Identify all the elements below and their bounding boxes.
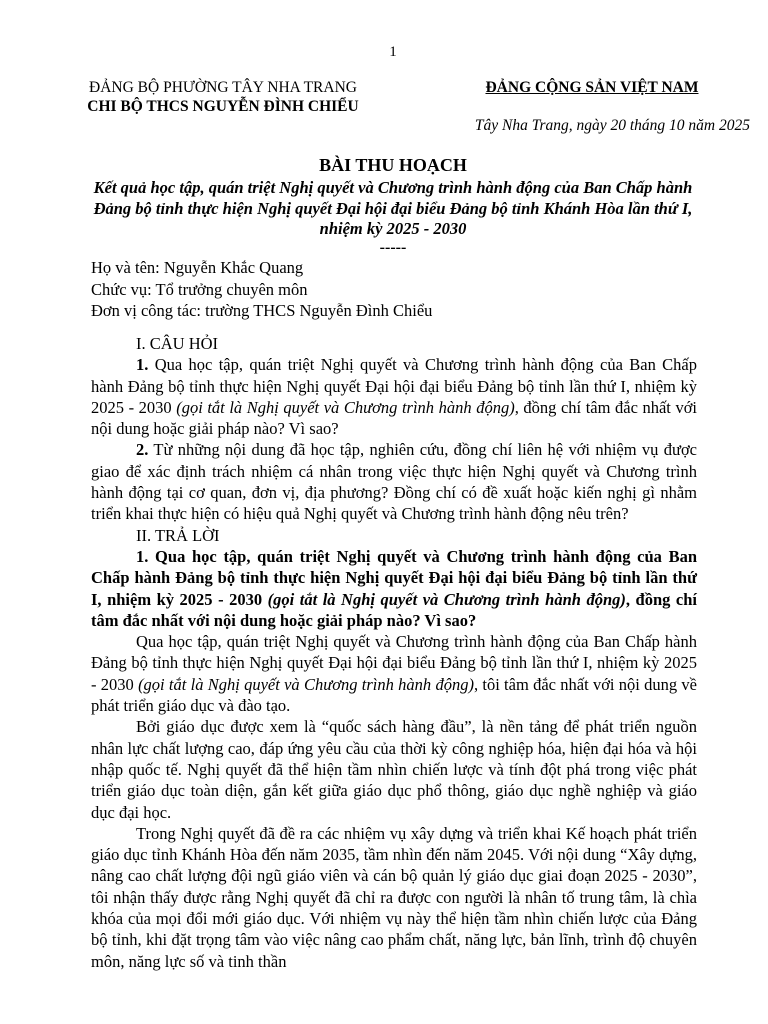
question-2 xyxy=(91,439,697,524)
answer-1-heading-end: , đồng chí tâm đắc nhất với nội dung hoặc giải pháp nào? Vì sao? xyxy=(91,589,697,630)
answer-paragraph-1-note: (gọi tắt là Nghị quyết và Chương trình hành động) xyxy=(138,674,474,694)
author-name: Họ và tên: Nguyễn Khắc Quang xyxy=(91,258,304,277)
party-committee-name: ĐẢNG BỘ PHƯỜNG TÂY NHA TRANG xyxy=(89,79,357,96)
issuing-org xyxy=(64,78,382,116)
answer-1-heading-text: 1. Qua học tập, quán triệt Nghị quyết và Chương trình hành động của Ban Chấp hành Đảng bộ tỉnh thực hiện Nghị quyết Đại hội đại biểu Đảng bộ tỉnh lần thứ I, nhiệm kỳ 2025 - 2030 xyxy=(91,546,697,609)
place-date: Tây Nha Trang, ngày 20 tháng 10 năm 2025 xyxy=(474,117,750,134)
answer-paragraph-1-text: Qua học tập, quán triệt Nghị quyết và Chương trình hành động của Ban Chấp hành Đảng bộ tỉnh thực hiện Nghị quyết Đại hội đại biểu Đảng bộ tỉnh lần thứ I, nhiệm kỳ 2025 - 2030 xyxy=(91,632,697,694)
answer-paragraph-2: Bởi giáo dục được xem là “quốc sách hàng đầu”, là nền tảng để phát triển nguồn nhân lực chất lượng cao, đáp ứng yêu cầu của thời kỳ công nghiệp hóa, hiện đại hóa và hội nhập quốc tế. Nghị quyết đã thể hiện tầm nhìn chiến lược và tính đột phá trong việc phát triển giáo dục toàn diện, gắn kết giữa giáo dục phổ thông, giáo dục nghề nghiệp và giáo dục đại học. xyxy=(91,717,697,822)
question-1-end: , đồng chí tâm đắc nhất với nội dung hoặc giải pháp nào? Vì sao? xyxy=(91,397,698,439)
answer-paragraph-3: Trong Nghị quyết đã đề ra các nhiệm vụ xây dựng và triển khai Kế hoạch phát triển giáo dục tỉnh Khánh Hòa đến năm 2035, tầm nhìn đến năm 2045. Với nội dung “Xây dựng, nâng cao chất lượng đội ngũ giáo viên và cán bộ quản lý giáo dục giai đoạn 2025 - 2030”, tôi nhận thấy được rằng Nghị quyết đã chỉ ra được con người là nhân tố trung tâm, là chìa khóa của mọi đổi mới giáo dục. Với nhiệm vụ này thể hiện tầm nhìn chiến lược của Đảng bộ tỉnh, khi đặt trọng tâm vào việc nâng cao phẩm chất, năng lực, bản lĩnh, trình độ chuyên môn, năng lực số và tinh thần xyxy=(91,823,697,971)
author-unit: Đơn vị công tác: trường THCS Nguyễn Đình Chiểu xyxy=(91,301,433,320)
party-cell-name: CHI BỘ THCS NGUYỄN ĐÌNH CHIỂU xyxy=(87,98,359,115)
author-position: Chức vụ: Tổ trưởng chuyên môn xyxy=(91,279,308,299)
question-1 xyxy=(91,354,697,439)
page-number: 1 xyxy=(389,44,397,60)
author-info xyxy=(91,257,432,322)
question-1-text: Qua học tập, quán triệt Nghị quyết và Chương trình hành động của Ban Chấp hành Đảng bộ tỉnh thực hiện Nghị quyết Đại hội đại biểu Đảng bộ tỉnh lần thứ I, nhiệm kỳ 2025 - 2030 xyxy=(91,355,697,417)
document-body xyxy=(91,333,697,972)
document-subtitle: Kết quả học tập, quán triệt Nghị quyết và Chương trình hành động của Ban Chấp hành Đảng bộ tỉnh thực hiện Nghị quyết Đại hội đại biểu Đảng bộ tỉnh Khánh Hòa lần thứ I, nhiệm kỳ 2025 - 2030 xyxy=(93,178,693,238)
question-2-text: Từ những nội dung đã học tập, nghiên cứu, đồng chí liên hệ với nhiệm vụ được giao để xác định trách nhiệm cá nhân trong việc thực hiện Nghị quyết và Chương trình hành động tại cơ quan, đơn vị, địa phương? Đồng chí có đề xuất hoặc kiến nghị gì nhằm triển khai thực hiện có hiệu quả Nghị quyết và Chương trình hành động nêu trên? xyxy=(91,440,697,524)
section-heading-questions: I. CÂU HỎI xyxy=(136,334,219,353)
party-name: ĐẢNG CỘNG SẢN VIỆT NAM xyxy=(485,79,699,96)
separator: ----- xyxy=(379,239,407,256)
document-title: BÀI THU HOẠCH xyxy=(319,155,467,175)
answer-paragraph-1 xyxy=(91,631,697,716)
answer-1-heading-note: (gọi tắt là Nghị quyết và Chương trình hành động) xyxy=(267,589,626,609)
question-1-note: (gọi tắt là Nghị quyết và Chương trình hành động) xyxy=(176,397,515,417)
question-1-number: 1. xyxy=(136,355,149,375)
section-heading-answers: II. TRẢ LỜI xyxy=(136,525,220,545)
question-2-number: 2. xyxy=(136,440,149,460)
answer-1-heading xyxy=(91,546,697,631)
answer-paragraph-1-end: , tôi tâm đắc nhất với nội dung về phát triển giáo dục và đào tạo. xyxy=(91,674,697,716)
